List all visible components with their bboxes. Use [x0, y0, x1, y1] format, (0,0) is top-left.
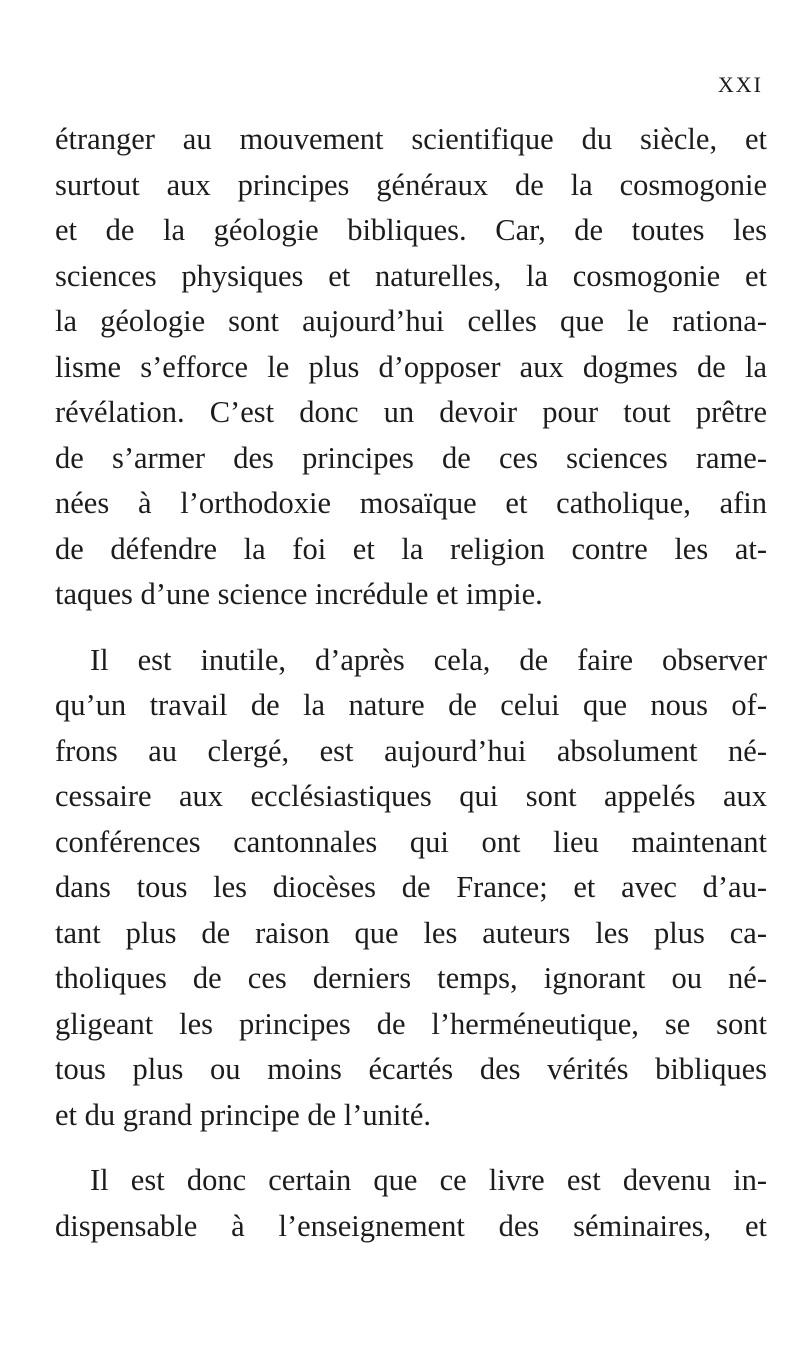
text-line: et du grand principe de l’unité.	[55, 1097, 432, 1132]
text-line: et de la géologie bibliques. Car, de toutes les	[55, 213, 767, 247]
text-line: sciences physiques et naturelles, la cosmogonie et	[55, 258, 767, 293]
page-number: XXI	[717, 72, 763, 97]
text-line: dans tous les diocèses de France; et avec d’au-	[55, 870, 767, 904]
paragraph-3	[55, 1158, 767, 1249]
text-line: étranger au mouvement scientifique du siècle, et	[55, 122, 767, 156]
text-line: nées à l’orthodoxie mosaïque et catholique, afin	[55, 486, 767, 520]
text-line: qu’un travail de la nature de celui que nous of-	[55, 688, 767, 722]
text-line: dispensable à l’enseignement des séminaires, et	[55, 1208, 767, 1243]
text-line: lisme s’efforce le plus d’opposer aux dogmes de la	[55, 349, 767, 384]
text-line: Il est inutile, d’après cela, de faire observer	[90, 642, 767, 677]
text-line: révélation. C’est donc un devoir pour tout prêtre	[55, 395, 767, 429]
text-line: gligeant les principes de l’herméneutique, se sont	[55, 1006, 767, 1041]
text-line: tholiques de ces derniers temps, ignorant ou né-	[55, 961, 767, 995]
text-line: de défendre la foi et la religion contre les at-	[55, 531, 767, 566]
text-line: tant plus de raison que les auteurs les plus ca-	[55, 915, 767, 950]
text-line: de s’armer des principes de ces sciences rame-	[55, 440, 767, 475]
text-line: taques d’une science incrédule et impie.	[55, 577, 543, 611]
text-line: la géologie sont aujourd’hui celles que le rationa-	[55, 304, 767, 338]
text-line: cessaire aux ecclésiastiques qui sont appelés aux	[55, 779, 767, 813]
text-line: Il est donc certain que ce livre est devenu in-	[90, 1163, 767, 1197]
text-line: surtout aux principes généraux de la cosmogonie	[55, 167, 767, 202]
text-line: conférences cantonnales qui ont lieu maintenant	[55, 824, 767, 859]
paragraph-2	[55, 638, 767, 1139]
text-line: frons au clergé, est aujourd’hui absolument né-	[55, 733, 767, 768]
text-line: tous plus ou moins écartés des vérités bibliques	[55, 1052, 767, 1086]
paragraph-1	[55, 117, 767, 618]
body-text	[55, 117, 767, 1249]
